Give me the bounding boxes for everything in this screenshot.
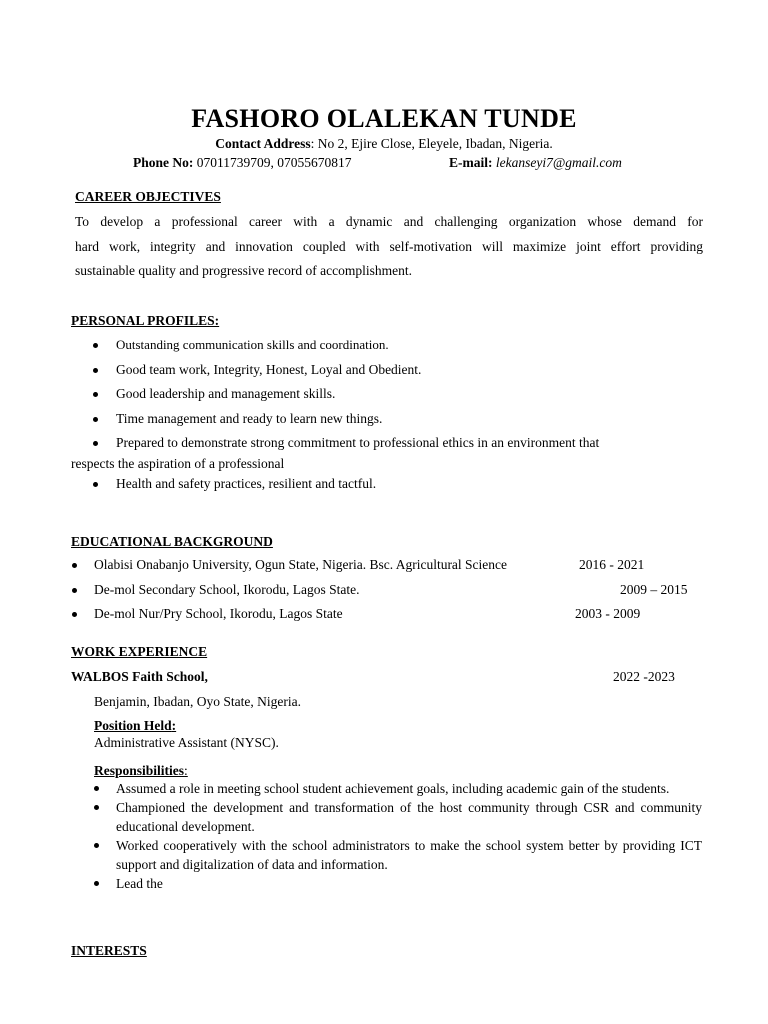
- interests-heading: INTERESTS: [71, 943, 147, 958]
- list-item: Health and safety practices, resilient and tactful.: [71, 472, 711, 497]
- candidate-name: FASHORO OLALEKAN TUNDE: [191, 104, 577, 133]
- education-years: 2003 - 2009: [575, 606, 641, 621]
- personal-profiles-list-tail: [71, 472, 711, 497]
- contact-address-value: : No 2, Ejire Close, Eleyele, Ibadan, Nigeria.: [310, 136, 553, 151]
- career-objectives-text: [75, 210, 703, 284]
- position-label-text: Position Held: [94, 718, 172, 733]
- responsibilities-list: [94, 779, 702, 893]
- list-item-continuation: respects the aspiration of a professional: [71, 455, 285, 471]
- education-list-wrapper: [72, 553, 744, 627]
- phone-value: 07011739709, 07055670817: [193, 155, 352, 170]
- career-line: To develop a professional career with a dynamic and challenging organization whose demand for: [75, 214, 703, 229]
- career-objectives-heading: CAREER OBJECTIVES: [75, 189, 221, 204]
- responsibilities-label: [94, 763, 188, 779]
- position-held-value: Administrative Assistant (NYSC).: [94, 735, 279, 750]
- employer-address: Benjamin, Ibadan, Oyo State, Nigeria.: [94, 694, 301, 709]
- personal-profiles-list-wrapper: [71, 333, 711, 496]
- list-item: Time management and ready to learn new things.: [71, 407, 711, 432]
- responsibilities-label-colon: :: [184, 763, 188, 778]
- list-item: Lead the: [94, 874, 702, 893]
- career-line: hard work, integrity and innovation coupled with self-motivation will maximize joint effort providing: [75, 238, 703, 254]
- position-held-label: [94, 718, 176, 734]
- list-item: Good team work, Integrity, Honest, Loyal and Obedient.: [71, 358, 711, 383]
- educational-background-heading: EDUCATIONAL BACKGROUND: [71, 534, 273, 549]
- email-value: lekanseyi7@gmail.com: [495, 155, 622, 170]
- email-label: E-mail:: [449, 155, 493, 170]
- list-item: Prepared to demonstrate strong commitment to professional ethics in an environment that: [71, 431, 711, 456]
- list-item: Good leadership and management skills.: [71, 382, 711, 407]
- education-item: [72, 553, 744, 578]
- school-name: De-mol Nur/Pry School, Ikorodu, Lagos State: [94, 606, 343, 621]
- school-name: De-mol Secondary School, Ikorodu, Lagos State.: [94, 581, 360, 597]
- contact-address: [0, 136, 768, 152]
- list-item: Championed the development and transformation of the host community through CSR and community educational development.: [94, 798, 702, 836]
- education-years: 2016 - 2021: [579, 557, 645, 572]
- responsibilities-list-wrapper: [94, 779, 702, 893]
- work-years: 2022 -2023: [613, 669, 675, 684]
- education-list: [72, 553, 744, 627]
- list-item: Outstanding communication skills and coordination.: [71, 333, 711, 358]
- education-item: [72, 578, 744, 603]
- position-label-colon: :: [171, 718, 177, 733]
- phone-label: Phone No:: [133, 155, 194, 170]
- phone-number: [133, 155, 352, 171]
- list-item: Assumed a role in meeting school student achievement goals, including academic gain of the students.: [94, 779, 702, 798]
- career-line: sustainable quality and progressive record of accomplishment.: [75, 263, 413, 278]
- personal-profiles-heading: PERSONAL PROFILES:: [71, 313, 220, 328]
- employer-name: WALBOS Faith School,: [71, 669, 208, 684]
- responsibilities-label-text: Responsibilities: [94, 763, 185, 778]
- email-address: [449, 155, 622, 171]
- list-item: Worked cooperatively with the school administrators to make the school system better by providing ICT support and digitalization of data and information.: [94, 836, 702, 874]
- school-name: Olabisi Onabanjo University, Ogun State, Nigeria. Bsc. Agricultural Science: [94, 557, 508, 572]
- work-experience-heading: WORK EXPERIENCE: [71, 644, 208, 659]
- education-item: [72, 602, 744, 627]
- contact-address-label: Contact Address: [215, 136, 311, 151]
- personal-profiles-list: [71, 333, 711, 456]
- education-years: 2009 – 2015: [620, 581, 688, 597]
